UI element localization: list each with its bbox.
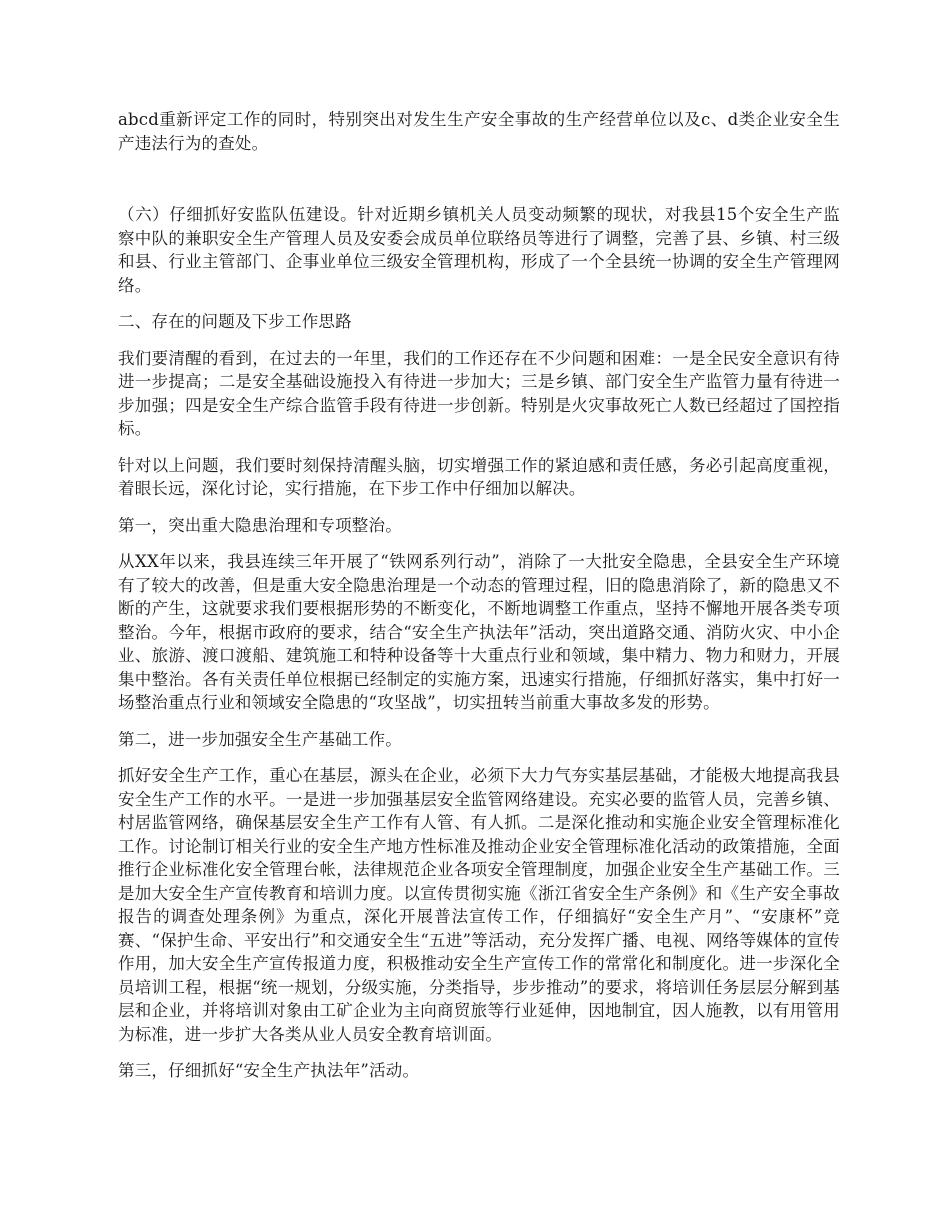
subheading-3: 第三，仔细抓好“安全生产执法年”活动。 bbox=[118, 1061, 420, 1080]
spacer bbox=[118, 537, 840, 550]
spacer bbox=[118, 751, 840, 764]
section-heading: 二、存在的问题及下步工作思路 bbox=[118, 312, 352, 331]
paragraph-6: 抓好安全生产工作，重心在基层，源头在企业，必须下大力气夯实基层基础，才能极大地提高我县安全生产工作的水平。一是进一步加强基层安全监管网络建设。充实必要的监管人员，完善乡镇、村居监管网络，确保基层安全生产工作有人管、有人抓。二是深化推动和实施企业安全管理标准化工作。讨论制订相关行业的安全生产地方性标准及推动企业安全管理标准化活动的政策措施，全面推行企业标准化安全管理台帐，法律规范企业各项安全管理制度，加强企业安全生产基础工作。三是加大安全生产宣传教育和培训力度。以宣传贯彻实施《浙江省安全生产条例》和《生产安全事故报告的调查处理条例》为重点，深化开展普法宣传工作，仔细搞好“安全生产月”、“安康杯”竞赛、“保护生命、平安出行”和交通安全生“五进”等活动，充分发挥广播、电视、网络等媒体的宣传作用，加大安全生产宣传报道力度，积极推动安全生产宣传工作的常常化和制度化。进一步深化全员培训工程，根据“统一规划，分级实施，分类指导，步步推动”的要求，将培训任务层层分解到基层和企业，并将培训对象由工矿企业为主向商贸旅等行业延伸，因地制宜，因人施教，以有用管用为标准，进一步扩大各类从业人员安全教育培训面。 bbox=[118, 766, 840, 1044]
subheading-2: 第二，进一步加强安全生产基础工作。 bbox=[118, 729, 402, 749]
spacer bbox=[118, 715, 840, 728]
paragraph-4: 针对以上问题，我们要时刻保持清醒头脑，切实增强工作的紧迫感和责任感，务必引起高度重视，着眼长远，深化讨论，实行措施，在下步工作中仔细加以解决。 bbox=[118, 455, 840, 498]
subheading-1: 第一，突出重大隐患治理和专项整治。 bbox=[118, 515, 402, 535]
spacer bbox=[118, 441, 840, 454]
paragraph-2: （六）仔细抓好安监队伍建设。针对近期乡镇机关人员变动频繁的现状，对我县15个安全生产监察中队的兼职安全生产管理人员及安委会成员单位联络员等进行了调整，完善了县、乡镇、村三级和县、行业主管部门、企事业单位三级安全管理机构，形成了一个全县统一协调的安全生产管理网络。 bbox=[118, 205, 840, 295]
spacer bbox=[118, 334, 840, 347]
paragraph-3: 我们要清醒的看到，在过去的一年里，我们的工作还存在不少问题和困难：一是全民安全意识有待进一步提高；二是安全基础设施投入有待进一步加大；三是乡镇、部门安全生产监管力量有待进一步加强；四是安全生产综合监管手段有待进一步创新。特别是火灾事故死亡人数已经超过了国控指标。 bbox=[118, 348, 840, 438]
paragraph-1: abcd重新评定工作的同时，特别突出对发生生产安全事故的生产经营单位以及c、d类企业安全生产违法行为的查处。 bbox=[118, 110, 840, 153]
spacer bbox=[118, 297, 840, 310]
paragraph-5: 从XX年以来，我县连续三年开展了“铁网系列行动”，消除了一大批安全隐患，全县安全生产环境有了较大的改善，但是重大安全隐患治理是一个动态的管理过程，旧的隐患消除了，新的隐患又不断的产生，这就要求我们要根据形势的不断变化，不断地调整工作重点，坚持不懈地开展各类专项整治。今年，根据市政府的要求，结合“安全生产执法年”活动，突出道路交通、消防火灾、中小企业、旅游、渡口渡船、建筑施工和特种设备等十大重点行业和领域，集中精力、物力和财力，开展集中整治。各有关责任单位根据已经制定的实施方案，迅速实行措施，仔细抓好落实，集中打好一场整治重点行业和领域安全隐患的“攻坚战”，切实扭转当前重大事故多发的形势。 bbox=[118, 552, 840, 712]
spacer bbox=[118, 1046, 840, 1059]
document-page bbox=[118, 108, 840, 1083]
spacer bbox=[118, 155, 840, 203]
spacer bbox=[118, 501, 840, 514]
